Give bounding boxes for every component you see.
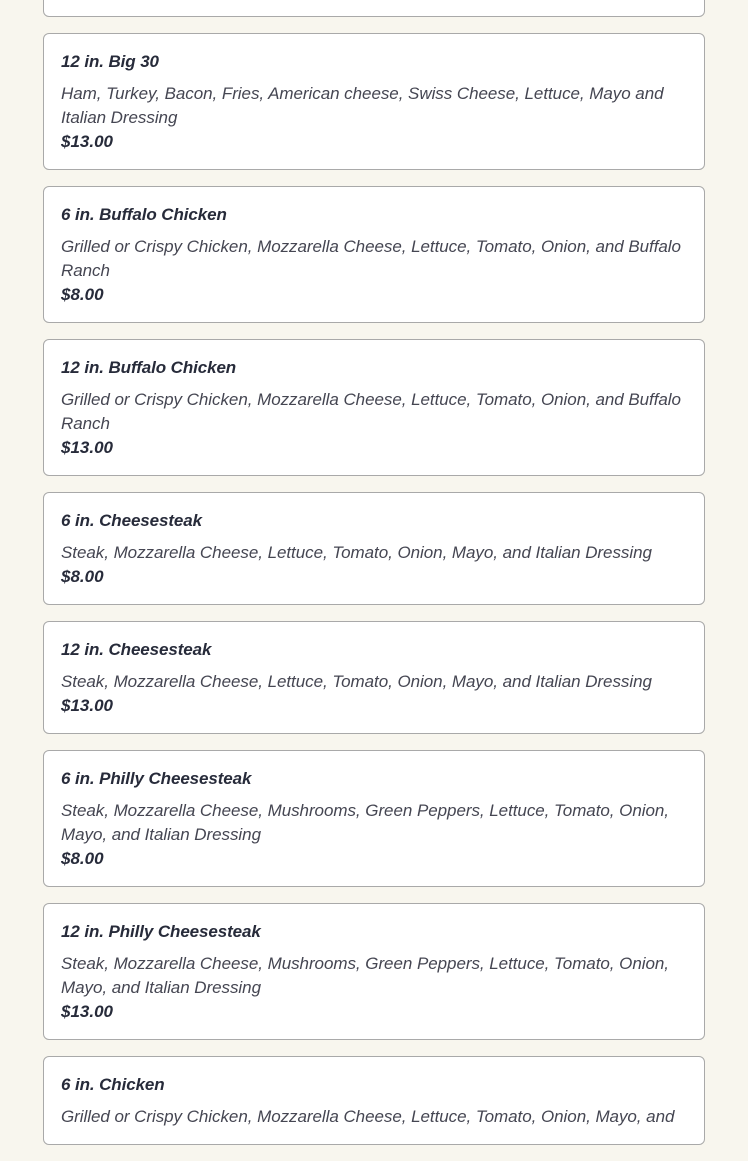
menu-item-price: $8.00 (61, 567, 104, 586)
menu-item-price: $8.00 (61, 285, 104, 304)
menu-item-card[interactable] (43, 186, 705, 323)
menu-item-description: Steak, Mozzarella Cheese, Mushrooms, Green Peppers, Lettuce, Tomato, Onion, Mayo, and Italian Dressing (61, 954, 669, 997)
menu-item-title: 6 in. Philly Cheesesteak (61, 769, 252, 788)
menu-item-price: $13.00 (61, 1002, 113, 1021)
menu-item-description: Steak, Mozzarella Cheese, Lettuce, Tomato, Onion, Mayo, and Italian Dressing (61, 543, 652, 562)
menu-item-price: $13.00 (61, 438, 113, 457)
menu-item-card[interactable] (43, 492, 705, 605)
menu-item-card[interactable] (43, 339, 705, 476)
menu-item-description: Grilled or Crispy Chicken, Mozzarella Cheese, Lettuce, Tomato, Onion, and Buffalo Ranch (61, 390, 681, 433)
menu-item-price: $8.00 (61, 849, 104, 868)
menu-item-card[interactable] (43, 903, 705, 1040)
menu-item-title: 12 in. Big 30 (61, 52, 159, 71)
menu-item-card[interactable] (43, 750, 705, 887)
menu-item-price: $13.00 (61, 132, 113, 151)
menu-item-title: 6 in. Chicken (61, 1075, 165, 1094)
menu-item-title: 6 in. Buffalo Chicken (61, 205, 227, 224)
menu-item-list (43, 0, 705, 1161)
menu-item-price: $13.00 (61, 696, 113, 715)
menu-item-title: 12 in. Philly Cheesesteak (61, 922, 261, 941)
menu-item-description: Ham, Turkey, Bacon, Fries, American cheese, Swiss Cheese, Lettuce, Mayo and Italian Dressing (61, 84, 664, 127)
menu-item-description: Steak, Mozzarella Cheese, Lettuce, Tomato, Onion, Mayo, and Italian Dressing (61, 672, 652, 691)
menu-item-title: 12 in. Buffalo Chicken (61, 358, 237, 377)
menu-item-title: 12 in. Cheesesteak (61, 640, 212, 659)
menu-item-description: Steak, Mozzarella Cheese, Mushrooms, Green Peppers, Lettuce, Tomato, Onion, Mayo, and Italian Dressing (61, 801, 669, 844)
menu-item-description: Grilled or Crispy Chicken, Mozzarella Cheese, Lettuce, Tomato, Onion, Mayo, and (61, 1107, 675, 1126)
menu-item-card[interactable] (43, 621, 705, 734)
menu-item-title: 6 in. Cheesesteak (61, 511, 202, 530)
menu-item-description: Grilled or Crispy Chicken, Mozzarella Cheese, Lettuce, Tomato, Onion, and Buffalo Ranch (61, 237, 681, 280)
menu-item-card-partial-top[interactable] (43, 0, 705, 17)
menu-item-card[interactable] (43, 33, 705, 170)
